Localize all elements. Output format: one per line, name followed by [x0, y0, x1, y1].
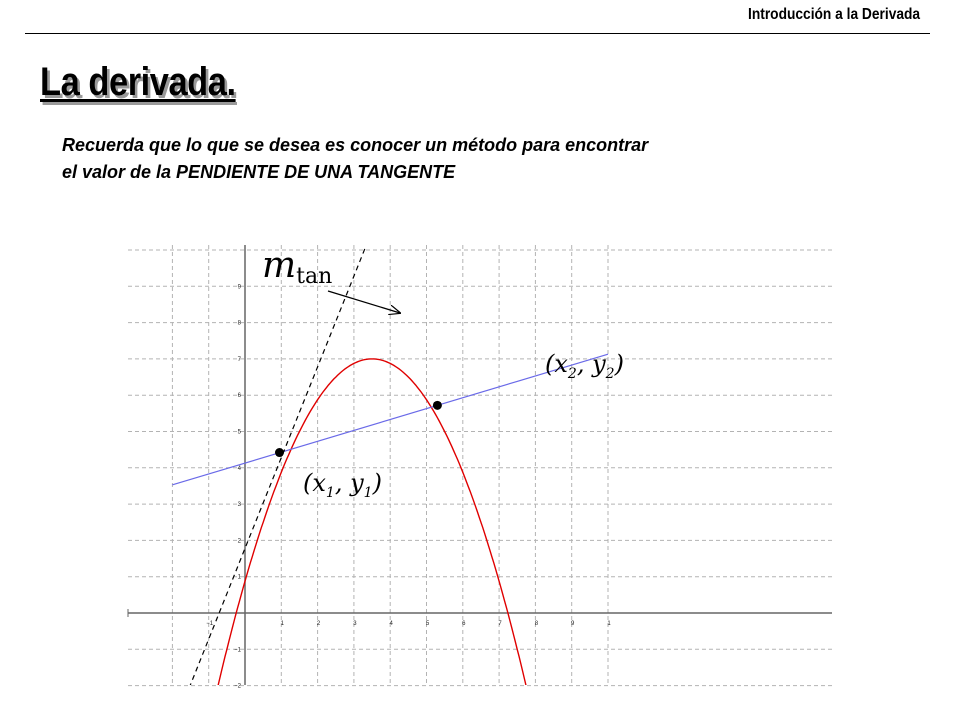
y-tick-label: 2	[237, 538, 241, 545]
point-1-marker	[275, 448, 284, 457]
point-2-marker	[433, 401, 442, 410]
y-tick-label: 6	[237, 393, 241, 400]
x-tick-label: 4	[389, 621, 393, 627]
y-tick-label: 4	[237, 465, 241, 472]
axes	[128, 245, 832, 685]
x-tick-label: 2	[316, 621, 321, 627]
header-title: Introducción a la Derivada	[747, 6, 920, 23]
x-tick-label: 7	[498, 621, 502, 627]
y-tick-label: 5	[237, 429, 241, 436]
x-tick-label: 6	[462, 621, 466, 627]
x-tick-label: 8	[534, 621, 539, 627]
x-tick-label: 9	[571, 621, 575, 627]
y-tick-label: 8	[237, 320, 241, 327]
x-tick-label: −1	[206, 621, 214, 627]
point-1-label: ($x_1$, $y_1$)	[303, 469, 382, 501]
body-line-1: Recuerda que lo que se desea es conocer un método para encontrar	[62, 135, 649, 155]
tick-labels	[206, 284, 611, 689]
parabola-curve	[201, 356, 546, 720]
y-tick-label: 1	[237, 574, 241, 581]
point-2-label: ($x_2$, $y_2$)	[545, 350, 624, 382]
slide-title: La derivada.	[40, 60, 236, 104]
y-tick-label: −2	[234, 683, 241, 690]
annotation-arrow	[328, 291, 400, 313]
y-tick-label: 9	[237, 284, 241, 291]
x-tick-label: 3	[353, 621, 357, 627]
y-tick-label: 7	[237, 356, 241, 363]
tangent-slope-label: mtan	[262, 245, 333, 289]
grid	[128, 245, 832, 686]
x-tick-label: 1	[280, 621, 284, 627]
y-tick-label: 3	[237, 502, 241, 509]
x-tick-label: 5	[425, 621, 430, 627]
y-tick-label: −1	[234, 647, 241, 654]
body-line-2: el valor de la PENDIENTE DE UNA TANGENTE	[62, 162, 456, 182]
x-tick-label: 1	[607, 621, 611, 627]
